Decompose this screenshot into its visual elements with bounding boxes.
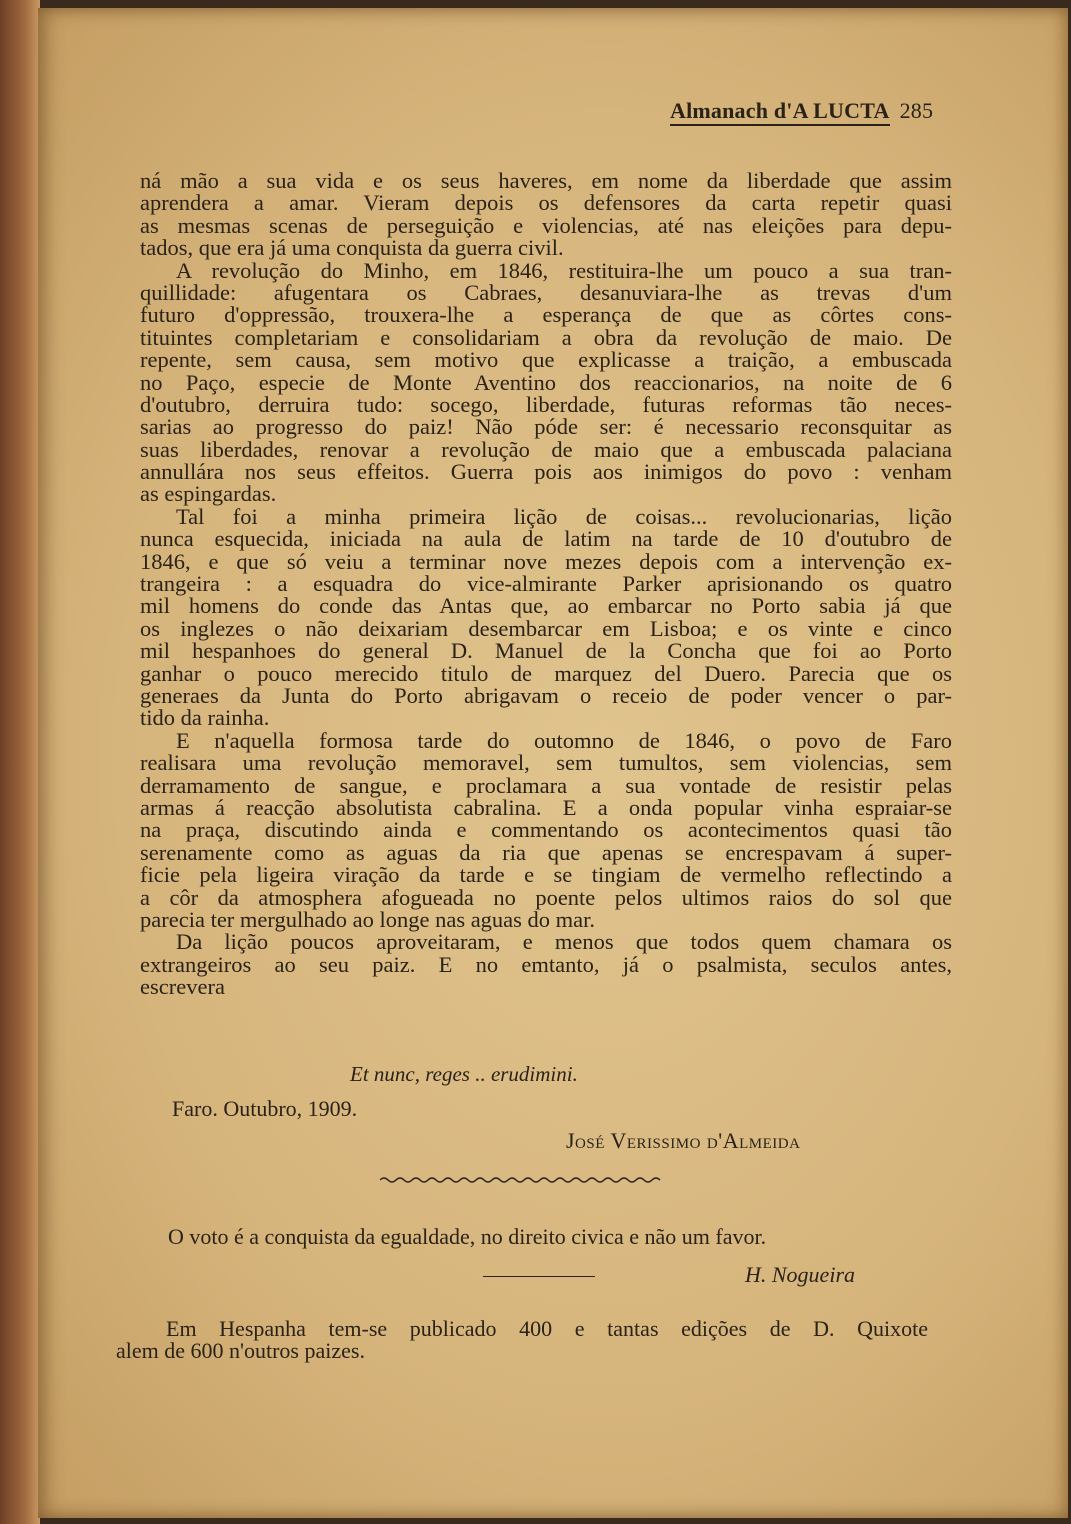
page-binding-edge <box>0 0 40 1524</box>
text-line: tido da rainha. <box>140 705 270 731</box>
text-line: futuro d'oppressão, trouxera-lhe a esperança de que as côrtes cons- <box>140 302 952 328</box>
text-line: tituintes completariam e consolidariam a obra da revolução de maio. De <box>140 324 952 350</box>
text-line: quillidade: afugentara os Cabraes, desanuviara-lhe as trevas d'um <box>140 279 952 305</box>
short-rule <box>483 1276 595 1277</box>
text-line: mil homens do conde das Antas que, ao embarcar no Porto sabia já que <box>140 593 952 619</box>
text-line: tados, que era já uma conquista da guerra civil. <box>140 235 564 261</box>
text-line: aprendera a amar. Vieram depois os defensores da carta repetir quasi <box>140 190 952 216</box>
text-line: armas á reacção absolutista cabralina. E a onda popular vinha espraiar-se <box>140 794 952 820</box>
text-line: d'outubro, derruira tudo: socego, liberdade, futuras reformas tão neces- <box>140 391 952 417</box>
text-line: nunca esquecida, iniciada na aula de latim na tarde de 10 d'outubro de <box>140 526 952 552</box>
place-date: Faro. Outubro, 1909. <box>172 1096 358 1121</box>
note-line: Em Hespanha tem-se publicado 400 e tantas edições de D. Quixote <box>166 1316 928 1341</box>
ornamental-divider <box>380 1176 665 1184</box>
text-line: suas liberdades, renovar a revolução de maio que a embuscada palaciana <box>140 436 952 462</box>
author-signature: José Verissimo d'Almeida <box>566 1128 801 1153</box>
latin-quote: Et nunc, reges .. erudimini. <box>350 1062 578 1086</box>
text-line: parecia ter mergulhado ao longe nas aguas do mar. <box>140 906 596 932</box>
text-line: Da lição poucos aproveitaram, e menos que todos quem chamara os <box>176 929 952 955</box>
text-line: E n'aquella formosa tarde do outomno de 1846, o povo de Faro <box>176 727 952 753</box>
running-header <box>670 98 933 124</box>
text-line: no Paço, especie de Monte Aventino dos reaccionarios, na noite de 6 <box>140 369 952 395</box>
text-line: sarias ao progresso do paiz! Não póde ser: é necessario reconsquitar as <box>140 414 952 440</box>
text-line: trangeira : a esquadra do vice-almirante Parker aprisionando os quatro <box>140 571 952 597</box>
text-line: ficie pela ligeira viração da tarde e se tingiam de vermelho reflectindo a <box>140 862 952 888</box>
text-line: as espingardas. <box>140 481 277 507</box>
text-line: derramamento de sangue, e proclamara a sua vontade de resistir pelas <box>140 772 952 798</box>
text-line: realisara uma revolução memoravel, sem tumultos, sem violencias, sem <box>140 750 952 776</box>
text-line: ganhar o pouco merecido titulo de marquez del Duero. Parecia que os <box>140 660 952 686</box>
text-line: mil hespanhoes do general D. Manuel de la Concha que foi ao Porto <box>140 638 952 664</box>
text-line: annullára nos seus effeitos. Guerra pois aos inimigos do povo : venham <box>140 459 952 485</box>
text-line: repente, sem causa, sem motivo que explicasse a traição, a embuscada <box>140 347 952 373</box>
text-line: generaes da Junta do Porto abrigavam o receio de poder vencer o par- <box>140 682 952 708</box>
note-line: alem de 600 n'outros paizes. <box>116 1338 365 1364</box>
maxim-author: H. Nogueira <box>745 1262 855 1287</box>
text-line: a côr da atmosphera afogueada no poente pelos ultimos raios do sol que <box>140 884 952 910</box>
text-line: Tal foi a minha primeira lição de coisas... revolucionarias, lição <box>176 503 952 529</box>
text-line: A revolução do Minho, em 1846, restituira-lhe um pouco a sua tran- <box>176 257 952 283</box>
note-paragraph <box>116 1318 928 1363</box>
text-line: ná mão a sua vida e os seus haveres, em nome da liberdade que assim <box>140 168 952 193</box>
text-line: os inglezes o não deixariam desembarcar em Lisboa; e os vinte e cinco <box>140 615 952 641</box>
article-body <box>140 170 952 998</box>
text-line: as mesmas scenas de perseguição e violencias, até nas eleições para depu- <box>140 212 952 238</box>
text-line: na praça, discutindo ainda e commentando os acontecimentos quasi tão <box>140 817 952 843</box>
text-line: 1846, e que só veiu a terminar nove mezes depois com a intervenção ex- <box>140 548 952 574</box>
text-line: serenamente como as aguas da ria que apenas se encrespavam á super- <box>140 839 952 865</box>
page-number: 285 <box>899 98 934 123</box>
header-title: Almanach d'A LUCTA <box>670 98 890 126</box>
maxim-text: O voto é a conquista da egualdade, no direito civica e não um favor. <box>168 1224 767 1249</box>
text-line: escrevera <box>140 974 225 1000</box>
text-line: extrangeiros ao seu paiz. E no emtanto, já o psalmista, seculos antes, <box>140 951 952 977</box>
